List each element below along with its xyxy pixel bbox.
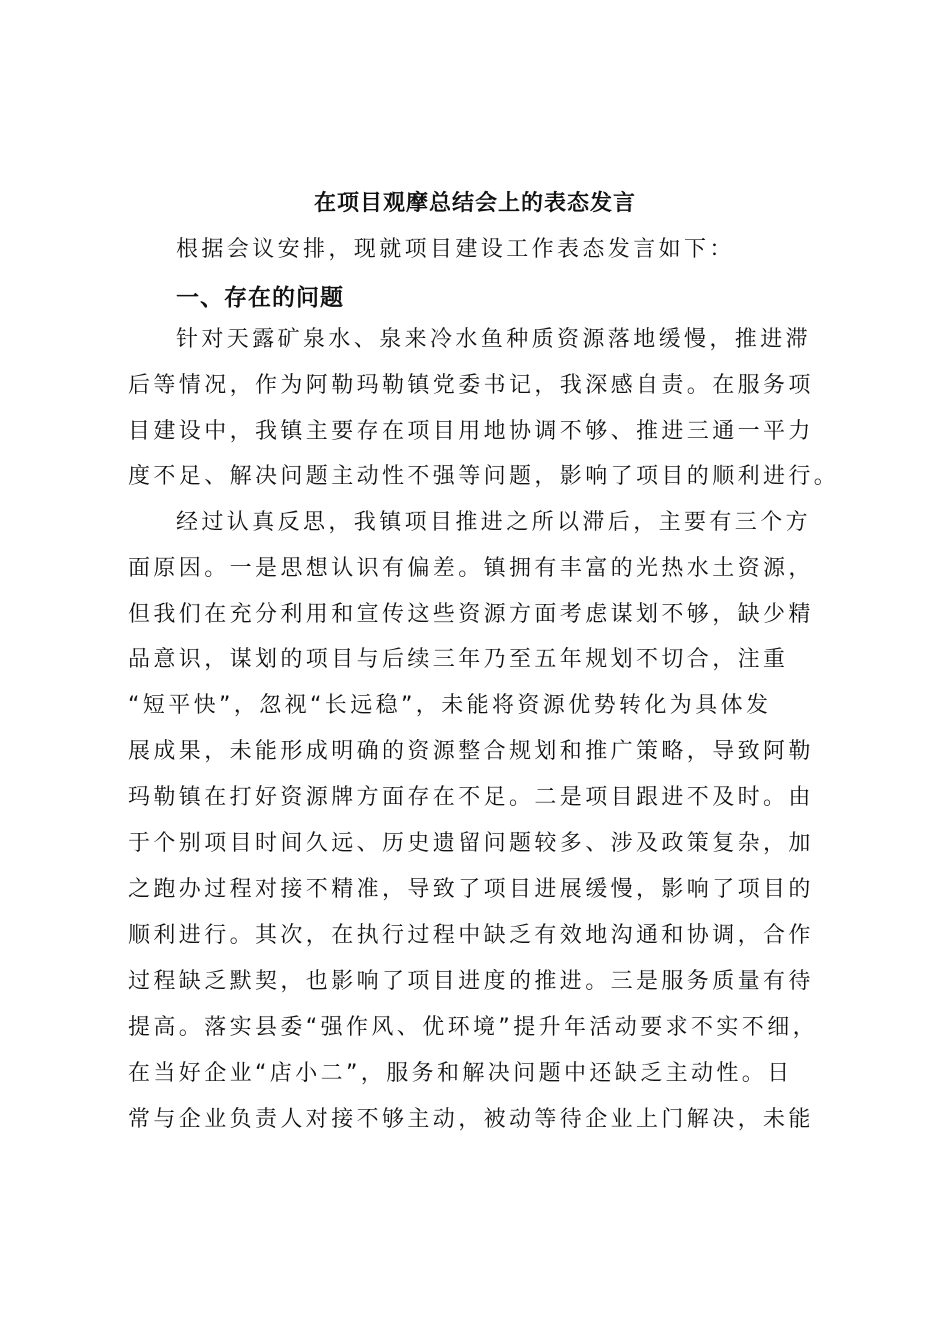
- paragraph-line: 之跑办过程对接不精准，导致了项目进展缓慢，影响了项目的: [128, 877, 814, 902]
- paragraph-line: 后等情况，作为阿勒玛勒镇党委书记，我深感自责。在服务项: [128, 373, 814, 398]
- paragraph-line: 常与企业负责人对接不够主动，被动等待企业上门解决，未能: [128, 1107, 814, 1132]
- paragraph-line: 面原因。一是思想认识有偏差。镇拥有丰富的光热水土资源，: [128, 556, 814, 581]
- paragraph-line: 展成果，未能形成明确的资源整合规划和推广策略，导致阿勒: [128, 739, 814, 764]
- paragraph-line: 目建设中，我镇主要存在项目用地协调不够、推进三通一平力: [128, 419, 814, 444]
- paragraph-line: 在当好企业“店小二”，服务和解决问题中还缺乏主动性。日: [128, 1061, 793, 1086]
- intro-text: 根据会议安排，现就项目建设工作表态发言如下：: [176, 237, 735, 262]
- paragraph-line: 玛勒镇在打好资源牌方面存在不足。二是项目跟进不及时。由: [128, 785, 814, 810]
- paragraph-line: 但我们在充分利用和宣传这些资源方面考虑谋划不够，缺少精: [128, 602, 814, 627]
- paragraph-line: 品意识，谋划的项目与后续三年乃至五年规划不切合，注重: [128, 647, 789, 672]
- paragraph-line: “短平快”，忽视“长远稳”，未能将资源优势转化为具体发: [128, 693, 772, 718]
- paragraph-line: 经过认真反思，我镇项目推进之所以滞后，主要有三个方: [176, 510, 812, 535]
- section-heading: 一、存在的问题: [176, 285, 344, 311]
- paragraph-line: 顺利进行。其次，在执行过程中缺乏有效地沟通和协调，合作: [128, 923, 814, 948]
- paragraph-line: 度不足、解决问题主动性不强等问题，影响了项目的顺利进行。: [128, 464, 840, 489]
- paragraph-line: 过程缺乏默契，也影响了项目进度的推进。三是服务质量有待: [128, 969, 814, 994]
- document-title: 在项目观摩总结会上的表态发言: [313, 190, 636, 216]
- paragraph-line: 于个别项目时间久远、历史遗留问题较多、涉及政策复杂，加: [128, 831, 814, 856]
- paragraph-line: 提高。落实县委“强作风、优环境”提升年活动要求不实不细，: [128, 1015, 818, 1040]
- paragraph-line: 针对天露矿泉水、泉来冷水鱼种质资源落地缓慢，推进滞: [176, 327, 812, 352]
